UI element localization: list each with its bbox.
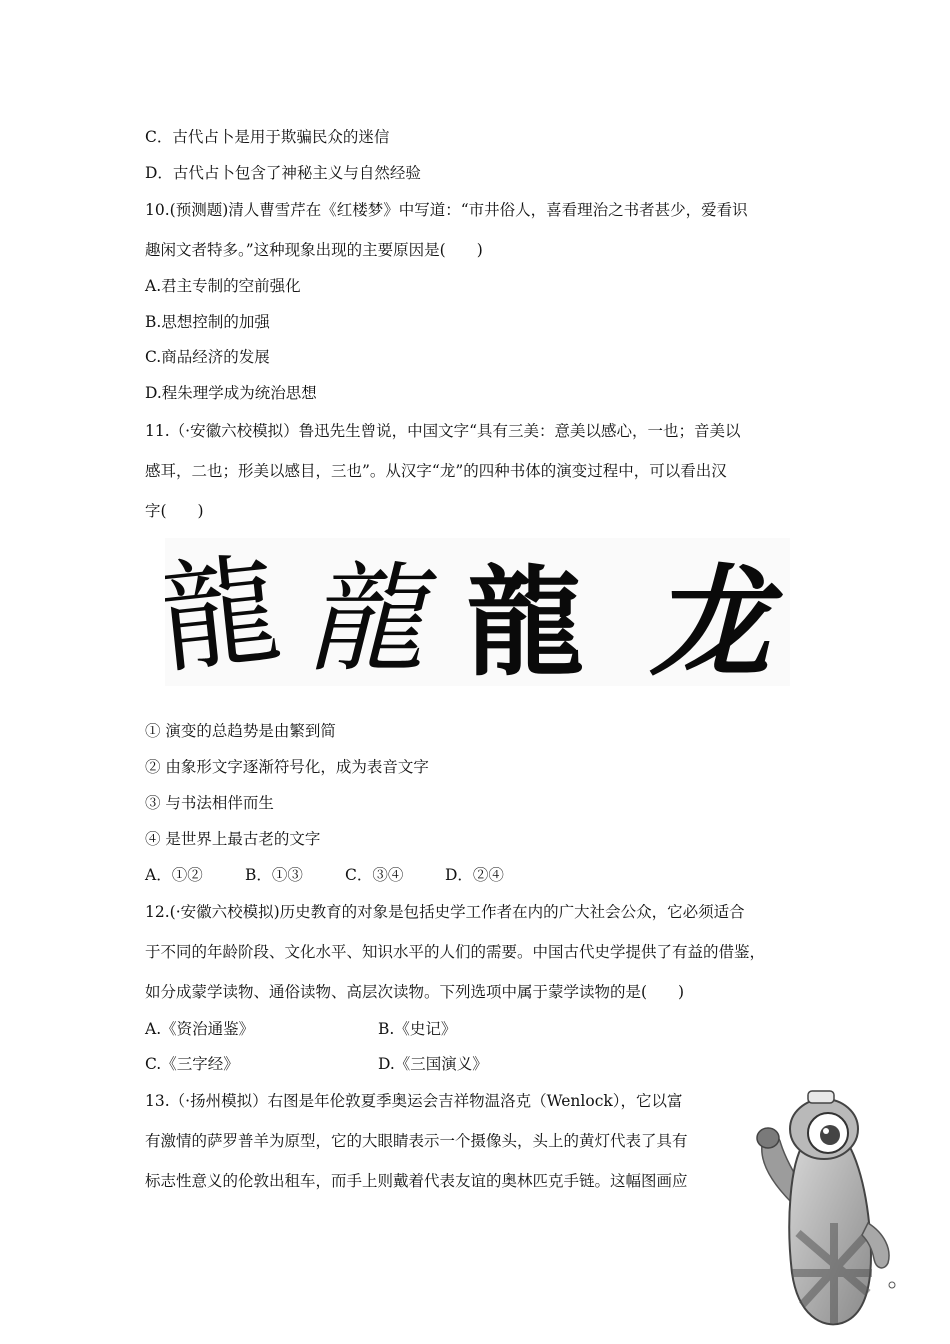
q12-option-a: A.《资治通鉴》 — [145, 1020, 255, 1038]
q11-item-1: ① 演变的总趋势是由繁到简 — [145, 722, 336, 740]
calligraphy-glyph-oracle: 龍 — [165, 540, 287, 686]
mascot-head-lamp — [808, 1091, 834, 1103]
dragon-calligraphy-svg — [165, 538, 790, 686]
wenlock-mascot-image — [742, 1083, 912, 1333]
q11-item-4: ④ 是世界上最古老的文字 — [145, 830, 321, 848]
q13-stem-line1: 13.（·扬州模拟）右图是年伦敦夏季奥运会吉祥物温洛克（Wenlock），它以富 — [145, 1092, 683, 1110]
q10-option-a: A.君主专制的空前强化 — [145, 277, 301, 295]
q9-option-d: D．古代占卜包含了神秘主义与自然经验 — [145, 164, 421, 182]
mascot-eye-highlight — [823, 1128, 829, 1134]
q11-options — [145, 865, 504, 885]
mascot-left-hand — [757, 1128, 779, 1148]
q11-item-3: ③ 与书法相伴而生 — [145, 794, 274, 812]
calligraphy-glyph-cursive: 龙 — [650, 554, 770, 686]
q12-options-row2 — [145, 1054, 488, 1074]
q9-option-c: C．古代占卜是用于欺骗民众的迷信 — [145, 128, 390, 146]
q12-option-d: D.《三国演义》 — [378, 1055, 488, 1073]
q11-option-c: C．③④ — [345, 866, 404, 884]
q11-item-2: ② 由象形文字逐渐符号化，成为表音文字 — [145, 758, 429, 776]
q12-option-c: C.《三字经》 — [145, 1055, 239, 1073]
q12-options-row1 — [145, 1019, 456, 1039]
q11-stem-line3: 字( ) — [145, 502, 204, 520]
q13-stem-line3: 标志性意义的伦敦出租车，而手上则戴着代表友谊的奥林匹克手链。这幅图画应 — [145, 1172, 688, 1190]
q10-option-c: C.商品经济的发展 — [145, 348, 270, 366]
calligraphy-glyph-seal: 龍 — [305, 550, 425, 686]
mascot-pupil — [820, 1125, 840, 1145]
registered-mark-icon — [889, 1282, 895, 1288]
q10-stem-line2: 趣闲文者特多。”这种现象出现的主要原因是( ) — [145, 241, 483, 259]
dragon-calligraphy-image — [165, 538, 790, 686]
q11-stem-line1: 11.（·安徽六校模拟）鲁迅先生曾说，中国文字“具有三美：意美以感心，一也；音美以 — [145, 422, 741, 440]
q12-stem-line1: 12.(·安徽六校模拟)历史教育的对象是包括史学工作者在内的广大社会公众，它必须适合 — [145, 903, 745, 921]
q10-stem-line1: 10.(预测题)清人曹雪芹在《红楼梦》中写道：“市井俗人，喜看理治之书者甚少，爱看识 — [145, 201, 748, 219]
q11-stem-line2: 感耳，二也；形美以感目，三也”。从汉字“龙”的四种书体的演变过程中，可以看出汉 — [145, 462, 727, 480]
calligraphy-glyph-clerical: 龍 — [465, 553, 585, 686]
q13-stem-line2: 有激情的萨罗普羊为原型，它的大眼睛表示一个摄像头，头上的黄灯代表了具有 — [145, 1132, 688, 1150]
q10-option-b: B.思想控制的加强 — [145, 313, 270, 331]
q12-option-b: B.《史记》 — [378, 1020, 457, 1038]
q12-stem-line2: 于不同的年龄阶段、文化水平、知识水平的人们的需要。中国古代史学提供了有益的借鉴， — [145, 943, 766, 961]
wenlock-mascot-svg — [742, 1083, 912, 1333]
q11-option-a: A．①② — [145, 866, 203, 884]
q11-option-b: B．①③ — [245, 866, 303, 884]
q11-option-d: D．②④ — [445, 866, 504, 884]
q10-option-d: D.程朱理学成为统治思想 — [145, 384, 317, 402]
q12-stem-line3: 如分成蒙学读物、通俗读物、高层次读物。下列选项中属于蒙学读物的是( ) — [145, 983, 685, 1001]
